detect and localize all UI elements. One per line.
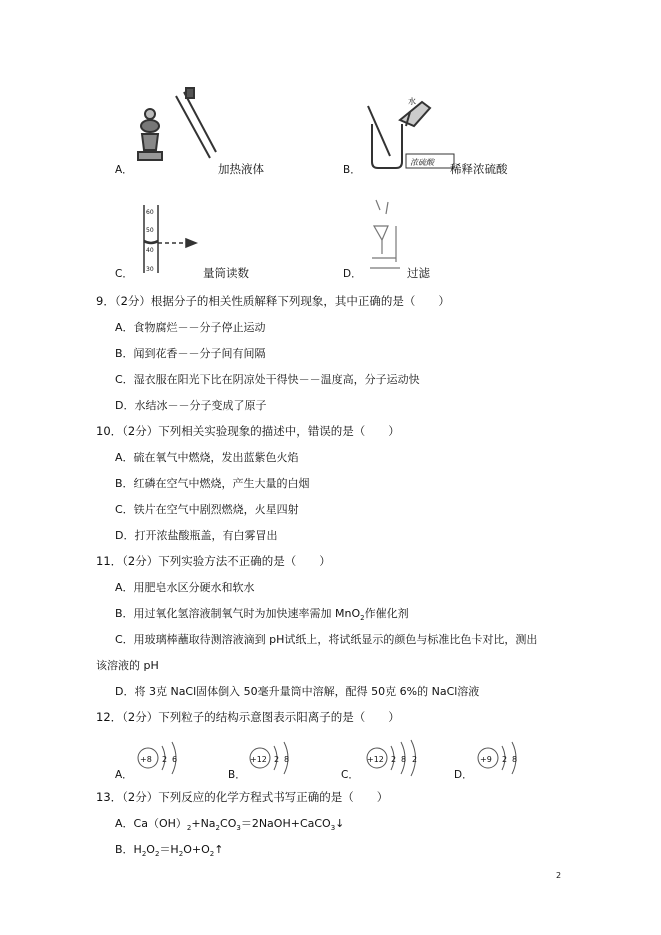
question-stem: 9．（2分）根据分子的相关性质解释下列现象，其中正确的是（ ） bbox=[96, 294, 450, 308]
option-c: C．铁片在空气中剧烈燃烧，火星四射 bbox=[115, 503, 299, 516]
ion-structure-c bbox=[363, 738, 433, 778]
ion-structure-b bbox=[246, 738, 306, 778]
question-stem: 11．（2分）下列实验方法不正确的是（ ） bbox=[96, 554, 331, 568]
svg-text:2: 2 bbox=[502, 755, 508, 764]
svg-text:2: 2 bbox=[412, 755, 418, 764]
option-letter: B． bbox=[228, 769, 246, 781]
question-stem: 10．（2分）下列相关实验现象的描述中，错误的是（ ） bbox=[96, 424, 400, 438]
option-letter: B． bbox=[343, 164, 361, 176]
svg-text:+9: +9 bbox=[480, 755, 492, 764]
svg-text:2: 2 bbox=[274, 755, 280, 764]
option-c: C．湿衣服在阳光下比在阴凉处干得快－－温度高，分子运动快 bbox=[115, 373, 420, 386]
option-b: B．用过氧化氢溶液制氧气时为加快速率需加 MnO$_2$作催化剂 bbox=[115, 607, 409, 623]
option-a: A．食物腐烂－－分子停止运动 bbox=[115, 321, 266, 334]
option-d: D．水结冰－－分子变成了原子 bbox=[115, 399, 267, 412]
water-label: 水 bbox=[408, 97, 416, 106]
option-d: D．将 3克 NaCl固体倒入 50毫升量筒中溶解，配得 50克 6%的 NaCl溶液 bbox=[115, 685, 480, 698]
acid-label: 浓硫酸 bbox=[410, 158, 434, 167]
tick-50: 50 bbox=[146, 227, 154, 234]
question-stem: 13．（2分）下列反应的化学方程式书写正确的是（ ） bbox=[96, 790, 389, 804]
option-letter: D． bbox=[343, 268, 362, 280]
svg-text:+8: +8 bbox=[140, 755, 152, 764]
svg-text:8: 8 bbox=[284, 755, 290, 764]
figure-caption: 量筒读数 bbox=[203, 266, 249, 280]
option-d: D．打开浓盐酸瓶盖，有白雾冒出 bbox=[115, 529, 278, 542]
option-a: A．用肥皂水区分硬水和软水 bbox=[115, 581, 255, 594]
option-b: B．$H_2O_2=H_2O+O_2↑$ bbox=[115, 843, 224, 859]
option-b: B．红磷在空气中燃烧，产生大量的白烟 bbox=[115, 477, 310, 490]
option-letter: C． bbox=[341, 769, 359, 781]
option-letter: D． bbox=[454, 769, 473, 781]
figure-caption: 加热液体 bbox=[218, 162, 264, 176]
svg-text:8: 8 bbox=[512, 755, 518, 764]
page-number: 2 bbox=[556, 871, 562, 880]
ion-structure-a bbox=[134, 738, 194, 778]
tick-60: 60 bbox=[146, 209, 154, 216]
figure-caption: 稀释浓硫酸 bbox=[450, 162, 508, 176]
option-letter: C． bbox=[115, 268, 133, 280]
svg-text:+12: +12 bbox=[250, 755, 267, 764]
option-c: C．用玻璃棒蘸取待测溶液滴到 pH试纸上，将试纸显示的颜色与标准比色卡对比，测出 bbox=[115, 633, 538, 646]
svg-text:+12: +12 bbox=[367, 755, 384, 764]
option-a: A．硫在氧气中燃烧，发出蓝紫色火焰 bbox=[115, 451, 299, 464]
option-letter: A． bbox=[115, 769, 133, 781]
filtration-illustration bbox=[366, 196, 410, 276]
option-letter: A． bbox=[115, 164, 133, 176]
tick-30: 30 bbox=[146, 266, 154, 273]
svg-text:6: 6 bbox=[172, 755, 178, 764]
svg-text:2: 2 bbox=[162, 755, 168, 764]
svg-text:2: 2 bbox=[391, 755, 397, 764]
question-stem: 12．（2分）下列粒子的结构示意图表示阳离子的是（ ） bbox=[96, 710, 400, 724]
ion-structure-d bbox=[474, 738, 534, 778]
option-c-continued: 该溶液的 pH bbox=[96, 659, 159, 672]
option-a: A．$Ca(OH)_2+Na_2CO_3=2NaOH+CaCO_3↓$ bbox=[115, 817, 345, 833]
option-b: B．闻到花香－－分子间有间隔 bbox=[115, 347, 266, 360]
figure-caption: 过滤 bbox=[407, 266, 430, 280]
tick-40: 40 bbox=[146, 247, 154, 254]
cylinder-illustration bbox=[138, 203, 204, 275]
heating-liquid-illustration bbox=[128, 86, 218, 170]
svg-text:8: 8 bbox=[401, 755, 407, 764]
